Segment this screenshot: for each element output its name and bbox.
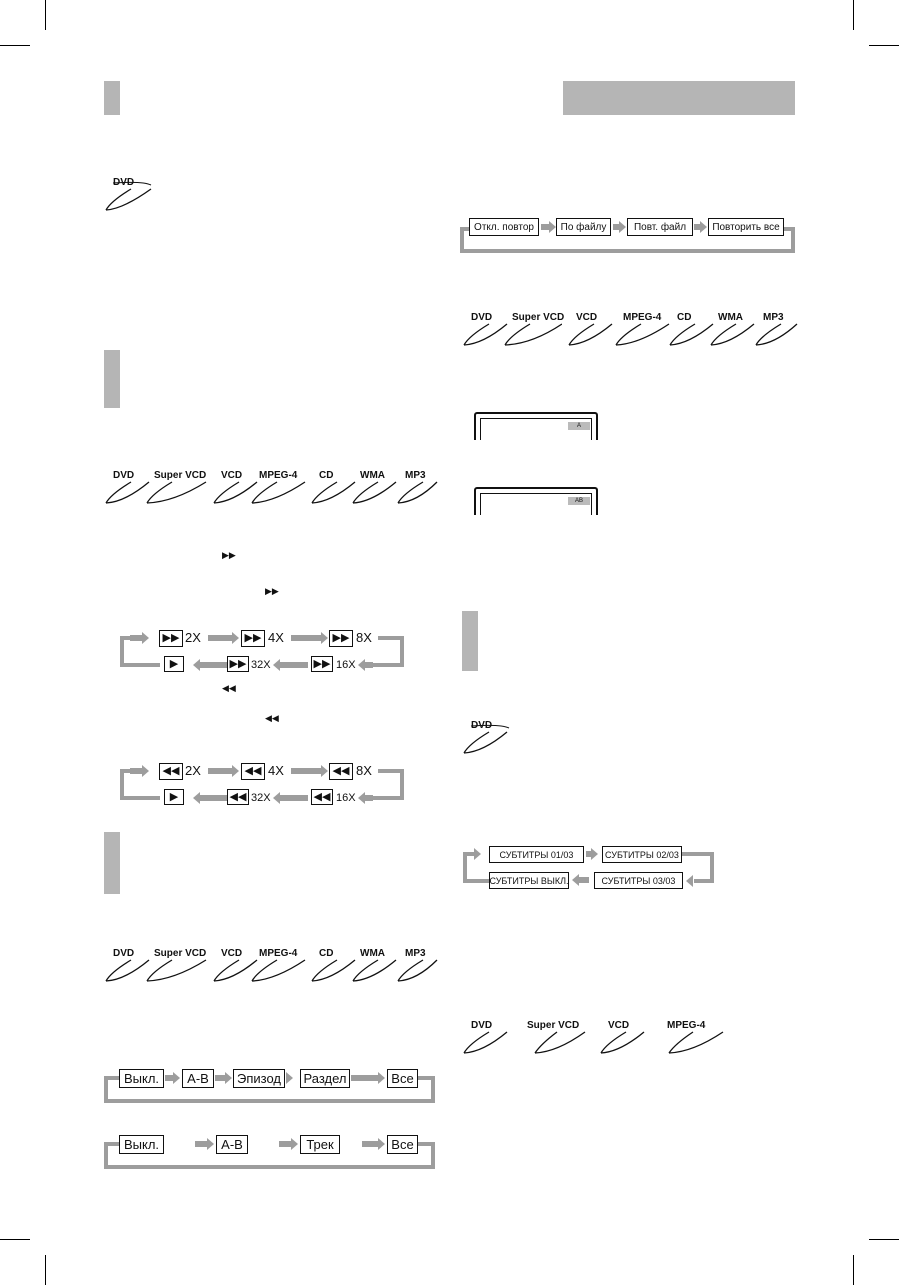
disc-badge-dvd: DVD <box>461 1020 521 1056</box>
arrow-right <box>208 765 239 777</box>
loop-line <box>104 1099 435 1103</box>
loop-line <box>120 636 124 666</box>
loop-line <box>460 249 795 253</box>
repeat-option-chapter: Раздел <box>300 1069 350 1088</box>
loop-line <box>120 769 130 773</box>
disc-badge-cd: CD <box>667 312 727 348</box>
fast-forward-icon: ▶▶ <box>329 630 353 647</box>
disc-badge-dvd: DVD <box>103 948 163 984</box>
loop-line <box>120 636 130 640</box>
loop-line <box>372 663 404 667</box>
loop-line <box>400 636 404 666</box>
header-bar <box>563 81 795 115</box>
arrow-right <box>613 221 626 233</box>
speed-label: 32X <box>251 659 271 671</box>
arrow-right <box>286 1072 293 1084</box>
arrow-right <box>541 221 556 233</box>
loop-line <box>431 1076 435 1103</box>
rewind-icon: ◀◀ <box>265 713 279 723</box>
section-marker <box>104 81 120 115</box>
repeat-option-all: Все <box>387 1069 418 1088</box>
disc-badge-mpeg4: MPEG-4 <box>613 312 673 348</box>
arrow-right <box>291 765 328 777</box>
loop-line <box>463 852 467 882</box>
disc-badge-svcd: Super VCD <box>502 312 562 348</box>
fast-forward-icon: ▶▶ <box>227 656 249 672</box>
disc-badge-vcd: VCD <box>211 470 271 506</box>
subtitle-option-2: СУБТИТРЫ 02/03 <box>602 846 682 863</box>
arrow-left <box>358 792 373 804</box>
arrow-left <box>193 659 228 671</box>
speed-label: 16X <box>336 792 356 804</box>
repeat-option-all: Повторить все <box>708 218 784 236</box>
subtitle-option-3: СУБТИТРЫ 03/03 <box>594 872 683 889</box>
arrow-left <box>193 792 228 804</box>
disc-badge-wma: WMA <box>350 948 410 984</box>
loop-line <box>418 1076 435 1080</box>
arrow-left <box>572 874 589 886</box>
section-marker <box>104 350 120 408</box>
speed-label: 8X <box>356 630 372 645</box>
fast-forward-icon: ▶▶ <box>265 586 279 596</box>
speed-label: 4X <box>268 763 284 778</box>
arrow-right <box>130 632 149 644</box>
arrow-right <box>351 1072 385 1084</box>
arrow-left <box>273 792 308 804</box>
arrow-right <box>586 848 598 860</box>
crop-mark <box>0 45 30 46</box>
disc-badge-mpeg4: MPEG-4 <box>249 948 309 984</box>
loop-line <box>784 227 795 231</box>
crop-mark <box>45 0 46 30</box>
repeat-option-by-file: По файлу <box>556 218 611 236</box>
ab-repeat-icon: A <box>568 422 590 430</box>
fast-forward-icon: ▶▶ <box>222 550 236 560</box>
section-marker <box>104 832 120 894</box>
speed-label: 8X <box>356 763 372 778</box>
rewind-icon: ◀◀ <box>311 789 333 805</box>
repeat-option-off: Откл. повтор <box>469 218 539 236</box>
arrow-right <box>291 632 328 644</box>
fast-forward-icon: ▶▶ <box>311 656 333 672</box>
rewind-icon: ◀◀ <box>227 789 249 805</box>
speed-label: 32X <box>251 792 271 804</box>
speed-label: 16X <box>336 659 356 671</box>
fast-forward-icon: ▶▶ <box>241 630 265 647</box>
speed-label: 4X <box>268 630 284 645</box>
disc-badge-dvd: DVD <box>103 177 163 213</box>
arrow-right <box>279 1138 298 1150</box>
disc-badge-mp3: MP3 <box>395 948 455 984</box>
repeat-option-track: Трек <box>300 1135 340 1154</box>
loop-line <box>400 769 404 799</box>
disc-badge-vcd: VCD <box>566 312 626 348</box>
loop-line <box>120 769 124 799</box>
disc-badge-dvd: DVD <box>461 720 521 756</box>
arrow-left <box>273 659 308 671</box>
disc-badge-dvd: DVD <box>461 312 521 348</box>
crop-mark <box>45 1255 46 1285</box>
disc-badge-dvd: DVD <box>103 470 163 506</box>
repeat-option-file: Повт. файл <box>627 218 693 236</box>
repeat-option-ab: A-B <box>216 1135 248 1154</box>
loop-line <box>104 1165 435 1169</box>
subtitle-option-1: СУБТИТРЫ 01/03 <box>489 846 584 863</box>
arrow-right <box>215 1072 232 1084</box>
loop-line <box>431 1142 435 1169</box>
disc-badge-cd: CD <box>309 948 369 984</box>
play-icon: ▶ <box>164 656 184 672</box>
section-marker <box>462 611 478 671</box>
disc-badge-cd: CD <box>309 470 369 506</box>
arrow-right <box>130 765 149 777</box>
repeat-option-all: Все <box>387 1135 418 1154</box>
screen-preview-a <box>474 412 598 440</box>
ab-repeat-icon: AB <box>568 497 590 505</box>
arrow-right <box>208 632 239 644</box>
disc-badge-vcd: VCD <box>598 1020 658 1056</box>
crop-mark <box>869 1239 899 1240</box>
rewind-icon: ◀◀ <box>329 763 353 780</box>
loop-line <box>463 879 489 883</box>
disc-badge-svcd: Super VCD <box>144 948 204 984</box>
crop-mark <box>0 1239 30 1240</box>
speed-label: 2X <box>185 630 201 645</box>
rewind-icon: ◀◀ <box>222 683 236 693</box>
crop-mark <box>853 1255 854 1285</box>
arrow-left <box>358 659 373 671</box>
loop-line <box>120 796 160 800</box>
repeat-option-ab: A-B <box>182 1069 214 1088</box>
disc-badge-svcd: Super VCD <box>144 470 204 506</box>
arrow-right <box>195 1138 214 1150</box>
arrow-right <box>165 1072 180 1084</box>
disc-badge-mp3: MP3 <box>395 470 455 506</box>
arrow-left <box>686 875 693 887</box>
arrow-right <box>362 1138 385 1150</box>
screen-preview-ab <box>474 487 598 515</box>
arrow-right <box>474 848 481 860</box>
arrow-right <box>694 221 707 233</box>
play-icon: ▶ <box>164 789 184 805</box>
crop-mark <box>853 0 854 30</box>
repeat-option-off: Выкл. <box>119 1135 164 1154</box>
rewind-icon: ◀◀ <box>159 763 183 780</box>
crop-mark <box>869 45 899 46</box>
disc-badge-mpeg4: MPEG-4 <box>249 470 309 506</box>
disc-badge-vcd: VCD <box>211 948 271 984</box>
fast-forward-icon: ▶▶ <box>159 630 183 647</box>
disc-badge-wma: WMA <box>708 312 768 348</box>
loop-line <box>418 1142 435 1146</box>
loop-line <box>120 663 160 667</box>
loop-line <box>694 879 714 883</box>
repeat-option-episode: Эпизод <box>233 1069 285 1088</box>
repeat-option-off: Выкл. <box>119 1069 164 1088</box>
disc-badge-mpeg4: MPEG-4 <box>657 1020 717 1056</box>
speed-label: 2X <box>185 763 201 778</box>
subtitle-option-off: СУБТИТРЫ ВЫКЛ. <box>489 872 569 889</box>
disc-badge-mp3: MP3 <box>753 312 813 348</box>
disc-badge-wma: WMA <box>350 470 410 506</box>
rewind-icon: ◀◀ <box>241 763 265 780</box>
loop-line <box>710 852 714 882</box>
disc-badge-svcd: Super VCD <box>517 1020 577 1056</box>
loop-line <box>372 796 404 800</box>
